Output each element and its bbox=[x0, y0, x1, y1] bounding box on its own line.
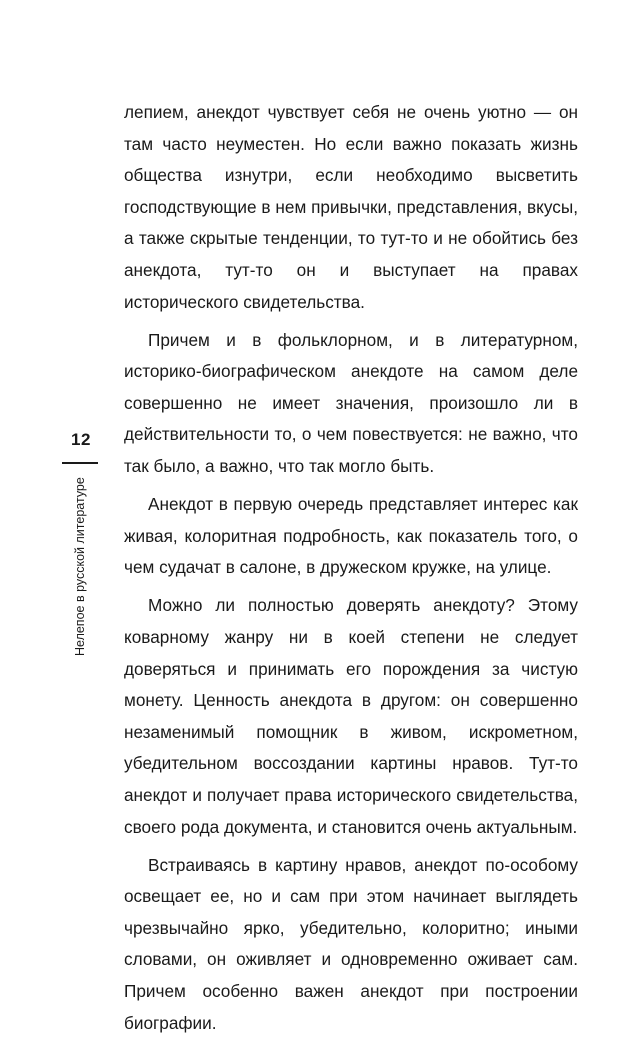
running-title: Нелепое в русской литературе bbox=[73, 477, 87, 656]
body-text bbox=[124, 97, 578, 1046]
page-number: 12 bbox=[71, 430, 91, 449]
page-number-rule bbox=[62, 462, 98, 464]
paragraph-4: Можно ли полностью доверять анекдоту? Этому коварному жанру ни в коей степени не следует доверяться и принимать его порождения за чистую монету. Ценность анекдота в другом: он совершенно незаменимый помощник в живом, искрометном, убедительном воссоздании картины нравов. Тут-то анекдот и получает права исторического свидетельства, своего рода документа, и становится очень актуальным. bbox=[124, 595, 578, 837]
paragraph-5: Встраиваясь в картину нравов, анекдот по-особому освещает ее, но и сам при этом начинает выглядеть чрезвычайно ярко, убедительно, колоритно; иными словами, он оживляет и одновременно оживает сам. Причем особенно важен анекдот при построении биографии. bbox=[124, 854, 578, 1033]
paragraph-1: лепием, анекдот чувствует себя не очень уютно — он там часто неуместен. Но если важно показать жизнь общества изнутри, если необходимо высветить господствующие в нем привычки, представления, вкусы, а также скрытые тенденции, то тут-то и не обойтись без анекдота, тут-то он и выступает на правах исторического свидетельства. bbox=[124, 102, 578, 312]
paragraph-3: Анекдот в первую очередь представляет интерес как живая, колоритная подробность, как показатель того, о чем судачат в салоне, в дружеском кружке, на улице. bbox=[124, 494, 578, 578]
paragraph-2: Причем и в фольклорном, и в литературном, историко-биографическом анекдоте на самом деле совершенно не имеет значения, произошло ли в действительности то, о чем повествуется: не важно, что так было, а важно, что так могло быть. bbox=[124, 329, 578, 477]
